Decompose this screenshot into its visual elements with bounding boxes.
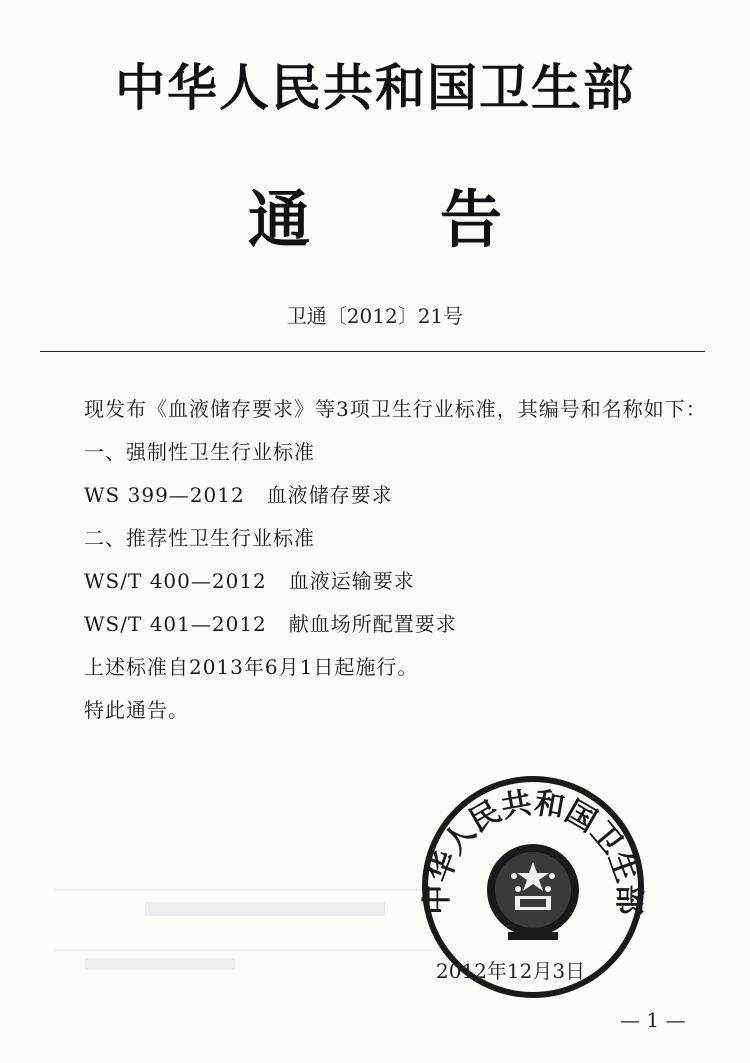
standard-name: 献血场所配置要求 (288, 612, 457, 636)
header-divider (40, 351, 705, 352)
document-number: 卫通〔2012〕21号 (286, 304, 464, 328)
standard-code: WS/T 400—2012 (84, 569, 267, 593)
faded-background-marks (55, 878, 435, 978)
document-body (40, 388, 710, 732)
standard-code: WS 399—2012 (84, 483, 245, 507)
seal-text: 中华人民共和国卫生部 (419, 785, 647, 915)
document-type-title: 通告 (247, 183, 632, 256)
standard-item (40, 474, 710, 517)
standard-item (40, 603, 710, 646)
standard-name: 血液储存要求 (266, 483, 393, 507)
closing-statement: 特此通告。 (84, 698, 189, 722)
standard-item (40, 560, 710, 603)
issuer-title: 中华人民共和国卫生部 (115, 59, 635, 117)
section-heading-mandatory: 一、强制性卫生行业标准 (84, 440, 315, 464)
effective-date-statement: 上述标准自2013年6月1日起施行。 (84, 655, 419, 679)
intro-paragraph: 现发布《血液储存要求》等3项卫生行业标准，其编号和名称如下： (84, 397, 707, 421)
standard-code: WS/T 401—2012 (84, 612, 267, 636)
national-emblem-icon (487, 844, 579, 940)
standard-name: 血液运输要求 (288, 569, 415, 593)
page-number: — 1 — (620, 1008, 686, 1032)
section-heading-recommended: 二、推荐性卫生行业标准 (84, 526, 315, 550)
sign-date: 2012年12月3日 (436, 959, 586, 983)
